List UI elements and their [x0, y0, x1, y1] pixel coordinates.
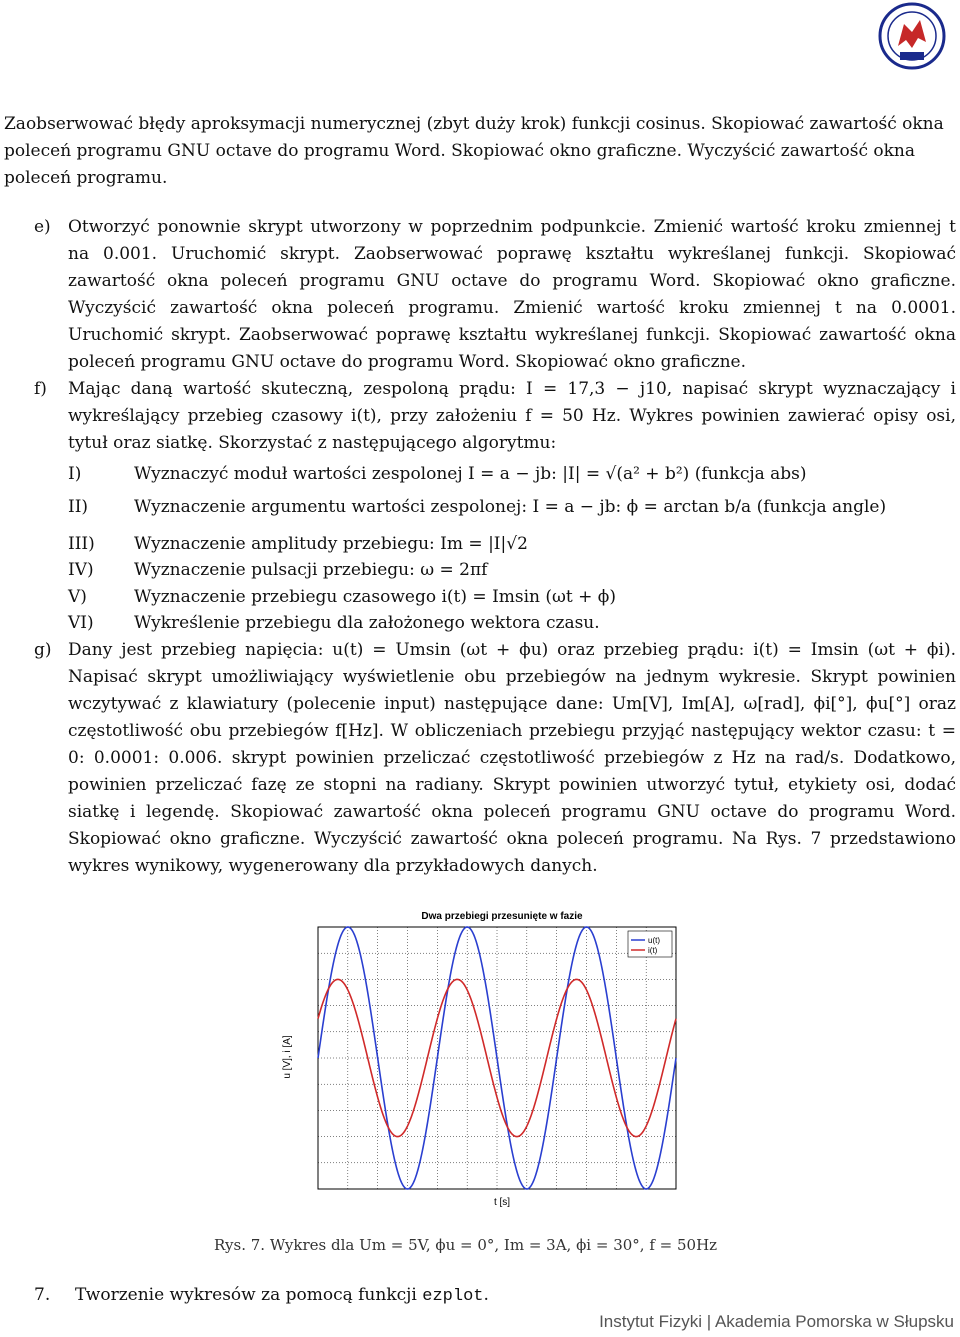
section-number: 7.	[34, 1285, 51, 1305]
page-footer: Instytut Fizyki | Akademia Pomorska w Słupsku	[599, 1312, 954, 1331]
item-g-text: Dany jest przebieg napięcia: u(t) = Umsin (ωt + ϕu) oraz przebieg prądu: i(t) = Imsin (ωt + ϕi). Napisać skrypt umożliwiający wyświetlenie obu przebiegów na jednym wykresie. Skrypt powinien wczytywać z klawiatury (polecenie input) następujące dane: Um[V], Im[A], ω[rad], ϕi[°], ϕu[°] oraz częstotliwość obu przebiegów f[Hz]. W obliczeniach przebiegu przyjąć następujący wektor czasu: t = 0: 0.0001: 0.006. skrypt powinien przeliczać częstotliwość przebiegów z Hz na rad/s. Dodatkowo, powinien przeliczać fazę ze stopni na radiany. Skrypt powinien utworzyć tytuł, etykiety osi, dodać siatkę i legendę. Skopiować zawartość okna poleceń programu GNU octave do programu Word. Skopiować okno graficzne. Wyczyścić zawartość okna poleceń programu. Na Rys. 7 przedstawiono wykres wynikowy, wygenerowany dla przykładowych danych.	[68, 640, 956, 876]
intro-paragraph: Zaobserwować błędy aproksymacji numerycznej (zbyt duży krok) funkcji cosinus. Skopiować zawartość okna poleceń programu GNU octave do programu Word. Skopiować okno graficzne. Wyczyścić zawartość okna poleceń programu.	[4, 114, 944, 188]
step-text: Wyznaczyć moduł wartości zespolonej I = a − jb: |I| = √(a² + b²) (funkcja abs)	[134, 464, 807, 484]
step-text: Wyznaczenie przebiegu czasowego i(t) = Imsin (ωt + ϕ)	[134, 587, 617, 607]
item-e-label: e)	[34, 217, 51, 237]
chart-title: Dwa przebiegi przesunięte w fazie	[421, 911, 583, 922]
step-text: Wyznaczenie amplitudy przebiegu: Im = |I|√2	[134, 534, 528, 554]
item-g-label: g)	[34, 640, 52, 660]
chart-svg	[278, 907, 686, 1209]
item-e	[34, 214, 956, 376]
algorithm-step-3	[68, 531, 948, 557]
step-number: V)	[68, 587, 87, 607]
step-number: III)	[68, 534, 95, 554]
section-code: ezplot	[422, 1287, 484, 1306]
step-text: Wyznaczenie argumentu wartości zespolonej: I = a − jb: ϕ = arctan b/a (funkcja angle)	[134, 497, 887, 517]
algorithm-step-4	[68, 557, 948, 583]
section-tail: .	[483, 1285, 489, 1305]
chart-xlabel: t [s]	[493, 1197, 511, 1208]
item-g	[34, 637, 956, 880]
phase-shift-chart	[278, 907, 686, 1209]
item-e-text: Otworzyć ponownie skrypt utworzony w poprzednim podpunkcie. Zmienić wartość kroku zmiennej t na 0.001. Uruchomić skrypt. Zaobserwować poprawę kształtu wykreślanej funkcji. Skopiować zawartość okna poleceń programu GNU octave do programu Word. Skopiować okno graficzne. Wyczyścić zawartość okna poleceń programu. Zmienić wartość kroku zmiennej t na 0.0001. Uruchomić skrypt. Zaobserwować poprawę kształtu wykreślanej funkcji. Skopiować zawartość okna poleceń programu GNU octave do programu Word. Skopiować okno graficzne.	[68, 217, 956, 372]
chart-ylabel: u [V], i [A]	[282, 1035, 293, 1079]
algorithm-step-5	[68, 584, 948, 610]
step-text: Wyznaczenie pulsacji przebiegu: ω = 2πf	[134, 560, 488, 580]
griffin-emblem-icon	[868, 2, 956, 70]
legend-label: i(t)	[648, 946, 658, 955]
algorithm-step-1	[68, 461, 948, 487]
step-number: I)	[68, 464, 82, 484]
step-number: VI)	[68, 613, 94, 633]
item-f-text: Mając daną wartość skuteczną, zespoloną prądu: I = 17,3 − j10, napisać skrypt wyznaczający i wykreślający przebieg czasowy i(t), przy założeniu f = 50 Hz. Wykres powinien zawierać opisy osi, tytuł oraz siatkę. Skorzystać z następującego algorytmu:	[68, 379, 956, 453]
step-number: II)	[68, 497, 89, 517]
section-title: Tworzenie wykresów za pomocą funkcji	[75, 1285, 417, 1305]
algorithm-step-2	[68, 494, 948, 520]
section-7-heading	[34, 1285, 489, 1306]
step-text: Wykreślenie przebiegu dla założonego wektora czasu.	[134, 613, 600, 633]
figure-caption: Rys. 7. Wykres dla Um = 5V, ϕu = 0°, Im = 3A, ϕi = 30°, f = 50Hz	[214, 1236, 718, 1254]
item-f-label: f)	[34, 379, 47, 399]
algorithm-step-6	[68, 610, 948, 636]
university-logo	[868, 2, 956, 70]
step-number: IV)	[68, 560, 94, 580]
legend-label: u(t)	[648, 936, 660, 945]
item-f	[34, 376, 956, 457]
